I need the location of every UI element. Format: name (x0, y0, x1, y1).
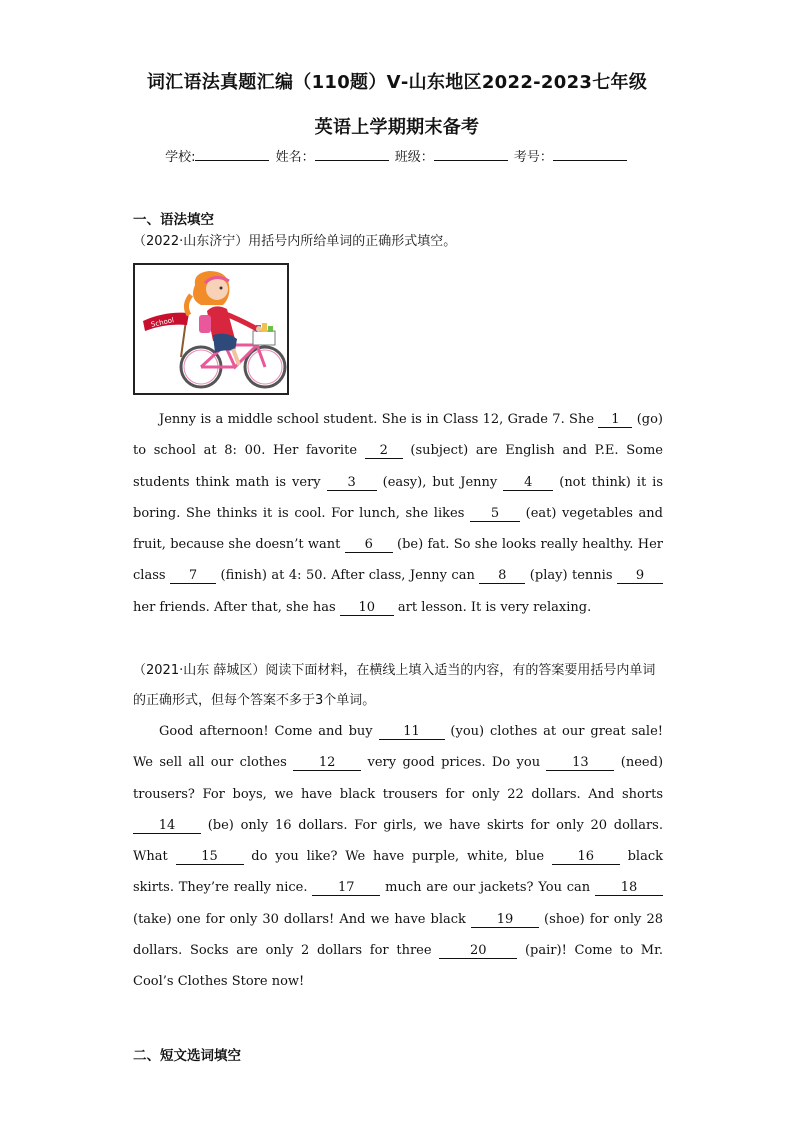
question1-instruction: （2022·山东济宁）用括号内所给单词的正确形式填空。 (133, 234, 457, 249)
answer-blank-12[interactable]: 12 (293, 756, 361, 771)
question1-passage (133, 404, 663, 623)
passage-text: art lesson. It is very relaxing. (393, 599, 592, 615)
answer-blank-16[interactable]: 16 (552, 850, 620, 865)
answer-blank-5[interactable]: 5 (470, 507, 520, 522)
answer-blank-1[interactable]: 1 (598, 413, 632, 428)
school-label: 学校: (165, 150, 196, 165)
section-heading-grammar: 一、语法填空 (133, 212, 214, 228)
answer-blank-17[interactable]: 17 (312, 881, 380, 896)
answer-blank-15[interactable]: 15 (176, 850, 244, 865)
answer-blank-11[interactable]: 11 (379, 725, 445, 740)
page-title-line2: 英语上学期期末备考 (314, 117, 480, 138)
passage-text: (be) fat. So she looks really healthy. Her class (133, 537, 664, 584)
answer-blank-2[interactable]: 2 (365, 444, 403, 459)
passage-text: black skirts. They’re really nice. (133, 849, 663, 896)
passage-text: (play) tennis (525, 568, 617, 584)
passage-text: much are our jackets? You can (380, 880, 595, 896)
number-label: 考号： (513, 150, 553, 165)
page-title-line1: 词汇语法真题汇编（110题）Ⅴ-山东地区2022-2023七年级 (146, 72, 648, 93)
passage-text: (be) only 16 dollars. For girls, we have skirts for only 20 dollars. What (133, 817, 663, 865)
number-blank[interactable] (553, 148, 627, 161)
question2-instruction: （2021·山东 薛城区）阅读下面材料，在横线上填入适当的内容，有的答案要用括号内单词的正确形式，但每个答案不多于3个单词。 (133, 663, 656, 708)
passage-text: (eat) vegetables and fruit, because she doesn’t want (133, 505, 663, 553)
name-label: 姓名： (275, 150, 315, 165)
section-heading-cloze: 二、短文选词填空 (133, 1048, 241, 1064)
name-blank[interactable] (315, 148, 389, 161)
class-label: 班级： (394, 150, 434, 165)
passage-text: (need) trousers? For boys, we have black trousers for only 22 dollars. And shorts (133, 755, 664, 802)
passage-text: (go) to school at 8: 00. Her favorite (133, 412, 663, 459)
passage-text: her friends. After that, she has (133, 599, 340, 615)
student-info-row (0, 146, 794, 165)
question2-passage (133, 716, 663, 998)
answer-blank-6[interactable]: 6 (345, 538, 393, 553)
answer-blank-7[interactable]: 7 (170, 569, 216, 584)
passage-text: (you) clothes at our great sale! We sell all our clothes (133, 724, 663, 771)
answer-blank-19[interactable]: 19 (471, 913, 539, 928)
answer-blank-13[interactable]: 13 (546, 756, 614, 771)
passage-text: (take) one for only 30 dollars! And we have black (133, 911, 471, 927)
passage-text: (pair)! Come to Mr. Cool’s Clothes Store now! (133, 943, 663, 990)
answer-blank-18[interactable]: 18 (595, 881, 663, 896)
answer-blank-20[interactable]: 20 (439, 944, 517, 959)
passage-text: (not think) it is boring. She thinks it is cool. For lunch, she likes (133, 474, 663, 521)
answer-blank-3[interactable]: 3 (327, 476, 377, 491)
passage-text: very good prices. Do you (361, 755, 547, 771)
bicycle-girl-svg (135, 265, 287, 393)
flag-text: School (150, 316, 175, 329)
passage-text: (finish) at 4: 50. After class, Jenny can (216, 568, 480, 584)
answer-blank-14[interactable]: 14 (133, 819, 201, 834)
passage-text: (shoe) for only 28 dollars. Socks are only 2 dollars for three (133, 911, 663, 959)
girl-riding-bicycle-illustration (133, 263, 289, 395)
answer-blank-9[interactable]: 9 (617, 569, 663, 584)
passage-text: (easy), but Jenny (376, 474, 504, 490)
passage-text: (subject) are English and P.E. Some students think math is very (133, 443, 663, 490)
answer-blank-4[interactable]: 4 (503, 476, 553, 491)
school-blank[interactable] (195, 148, 269, 161)
passage-text: do you like? We have purple, white, blue (243, 849, 552, 865)
class-blank[interactable] (434, 148, 508, 161)
passage-text: Jenny is a middle school student. She is in Class 12, Grade 7. She (159, 412, 599, 427)
answer-blank-8[interactable]: 8 (479, 569, 525, 584)
passage-text: Good afternoon! Come and buy (159, 724, 379, 739)
answer-blank-10[interactable]: 10 (340, 601, 394, 616)
